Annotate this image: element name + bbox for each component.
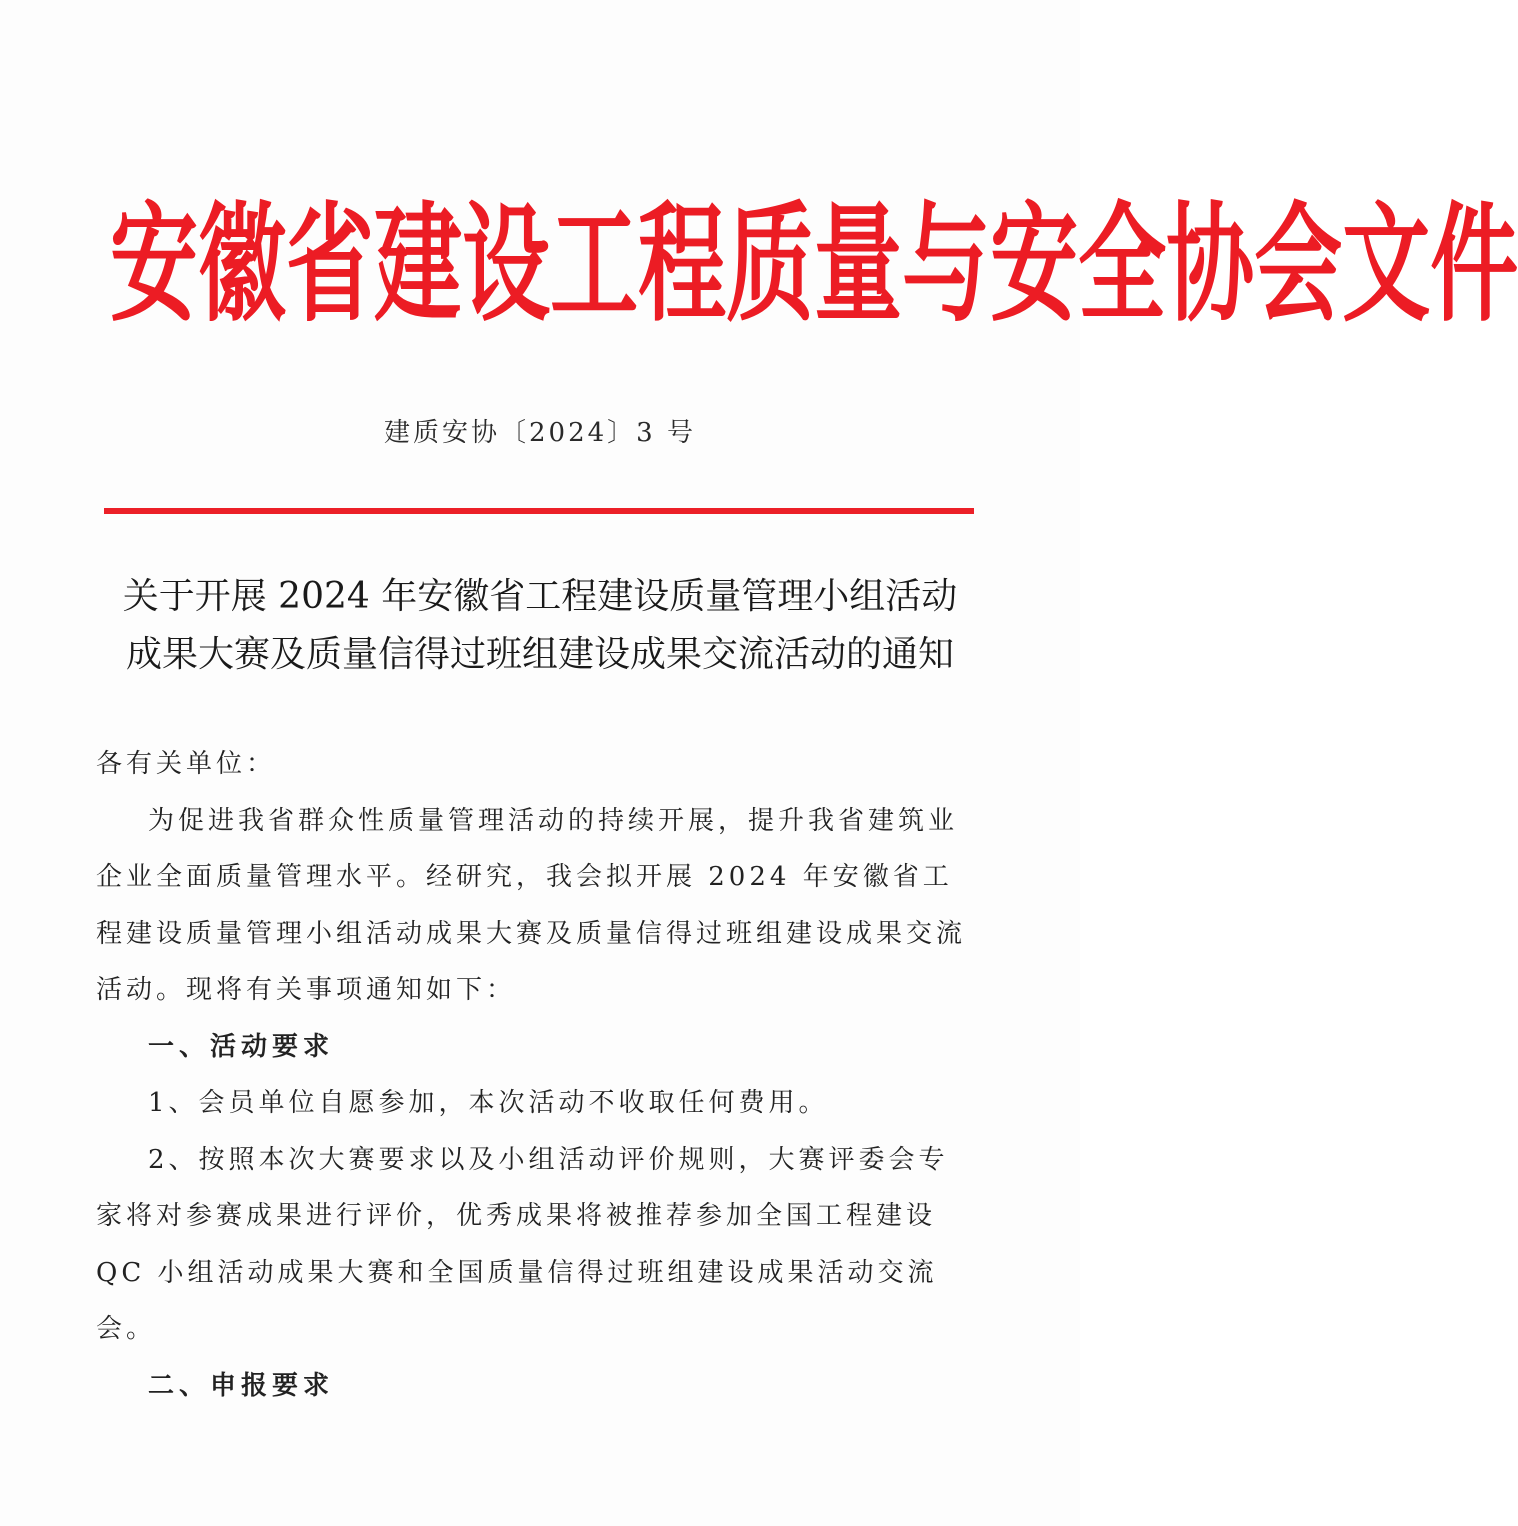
notice-title	[90, 568, 990, 684]
masthead-char: 会	[1254, 189, 1343, 339]
requirement-item-1: 1、会员单位自愿参加，本次活动不收取任何费用。	[148, 1088, 829, 1118]
notice-body	[96, 736, 966, 1414]
masthead-char: 省	[286, 189, 375, 339]
masthead-char: 质	[726, 189, 815, 339]
salutation: 各有关单位：	[96, 749, 277, 779]
masthead-char: 程	[638, 189, 727, 339]
masthead-char: 与	[902, 189, 991, 339]
section-heading-application-requirements: 二、申报要求	[148, 1370, 335, 1401]
masthead-char: 量	[814, 189, 903, 339]
requirement-item-2: 2、按照本次大赛要求以及小组活动评价规则，大赛评委会专家将对参赛成果进行评价，优秀成果将被推荐参加全国工程建设 QC 小组活动成果大赛和全国质量信得过班组建设成果活动交流会。	[96, 1144, 949, 1344]
masthead-char: 协	[1166, 189, 1255, 339]
intro-paragraph: 为促进我省群众性质量管理活动的持续开展，提升我省建筑业企业全面质量管理水平。经研究，我会拟开展 2024 年安徽省工程建设质量管理小组活动成果大赛及质量信得过班组建设成果交流活动。现将有关事项通知如下：	[96, 805, 967, 1005]
masthead-char: 件	[1430, 189, 1518, 339]
masthead-char: 建	[374, 189, 463, 339]
masthead-char: 全	[1078, 189, 1167, 339]
masthead-char: 工	[550, 189, 639, 339]
masthead-char: 设	[462, 189, 551, 339]
document-number: 建质安协〔2024〕3 号	[384, 418, 696, 448]
masthead-char: 安	[990, 189, 1079, 339]
notice-title-line-1: 关于开展 2024 年安徽省工程建设质量管理小组活动	[122, 576, 958, 617]
red-divider-rule	[104, 508, 974, 514]
masthead-char: 文	[1342, 189, 1431, 339]
section-heading-activity-requirements: 一、活动要求	[148, 1031, 335, 1062]
notice-title-line-2: 成果大赛及质量信得过班组建设成果交流活动的通知	[125, 634, 954, 675]
masthead-char: 徽	[198, 189, 287, 339]
masthead-char: 安	[110, 189, 199, 339]
masthead-title	[110, 189, 1518, 339]
